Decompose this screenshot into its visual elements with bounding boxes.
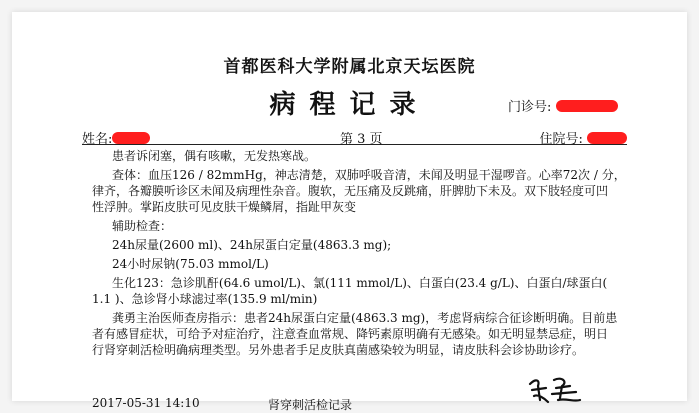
complaint-text: 患者诉闭塞，偶有咳嗽，无发热寒战。 [112,149,317,163]
lab-line-1: 生化123：急诊肌酐(64.6 umol/L)、氯(111 mmol/L)、白蛋白(23.4 g/L)、白蛋白/球蛋白( [112,276,608,290]
name-label: 姓名: [82,132,113,147]
exam-line-2: 律齐，各瓣膜听诊区未闻及病理性杂音。腹软，无压痛及反跳痛，肝脾肋下未及。双下肢轻度可凹 [92,184,609,198]
outpatient-number [508,96,618,115]
ward-round-line-2: 者有感冒症状，可给予对症治疗，注意查血常规、降钙素原明确有无感染。如无明显禁忌症，明日 [92,327,609,341]
ward-round-line-3: 行肾穿刺活检明确病理类型。另外患者手足皮肤真菌感染较为明显，请皮肤科会诊协助诊疗。 [92,343,585,357]
next-record-title: 肾穿刺活检记录 [268,398,353,412]
hospital-name: 首都医科大学附属北京天坛医院 [223,57,476,77]
aux-exam-title: 辅助检查： [112,219,173,233]
record-body [92,148,630,358]
next-record-date: 2017-05-31 14:10 [92,396,200,410]
aux-exam-line-1: 24h尿量(2600 ml)、24h尿蛋白定量(4863.3 mg); [112,238,392,252]
doctor-signature [524,370,604,406]
medical-record-page [12,12,687,412]
exam-line-3: 性浮肿。掌跖皮肤可见皮肤干燥鳞屑，指趾甲灰变 [92,200,357,214]
ward-round-line-1: 龚勇主治医师查房指示：患者24h尿蛋白定量(4863.3 mg)，考虑肾病综合征诊断明确。目前患 [112,311,618,325]
page-number: 第 3 页 [340,132,383,147]
outpatient-redaction [556,100,618,112]
next-record-header [92,396,353,412]
exam-line-1: 查体：血压126 / 82mmHg，神志清楚，双肺呼吸音清，未闻及明显干湿啰音。心率72次 / 分， [112,168,626,182]
aux-exam-line-2: 24小时尿钠(75.03 mmol/L) [112,257,269,271]
outpatient-label: 门诊号: [508,100,552,115]
patient-info-row [82,128,627,147]
inpatient-label: 住院号: [539,132,583,147]
lab-line-2: 1.1 )、急诊肾小球滤过率(135.9 ml/min) [92,292,318,306]
document-title: 病程记录 [269,90,430,120]
name-redaction [112,132,150,144]
inpatient-redaction [587,132,627,144]
header-divider [82,144,627,145]
